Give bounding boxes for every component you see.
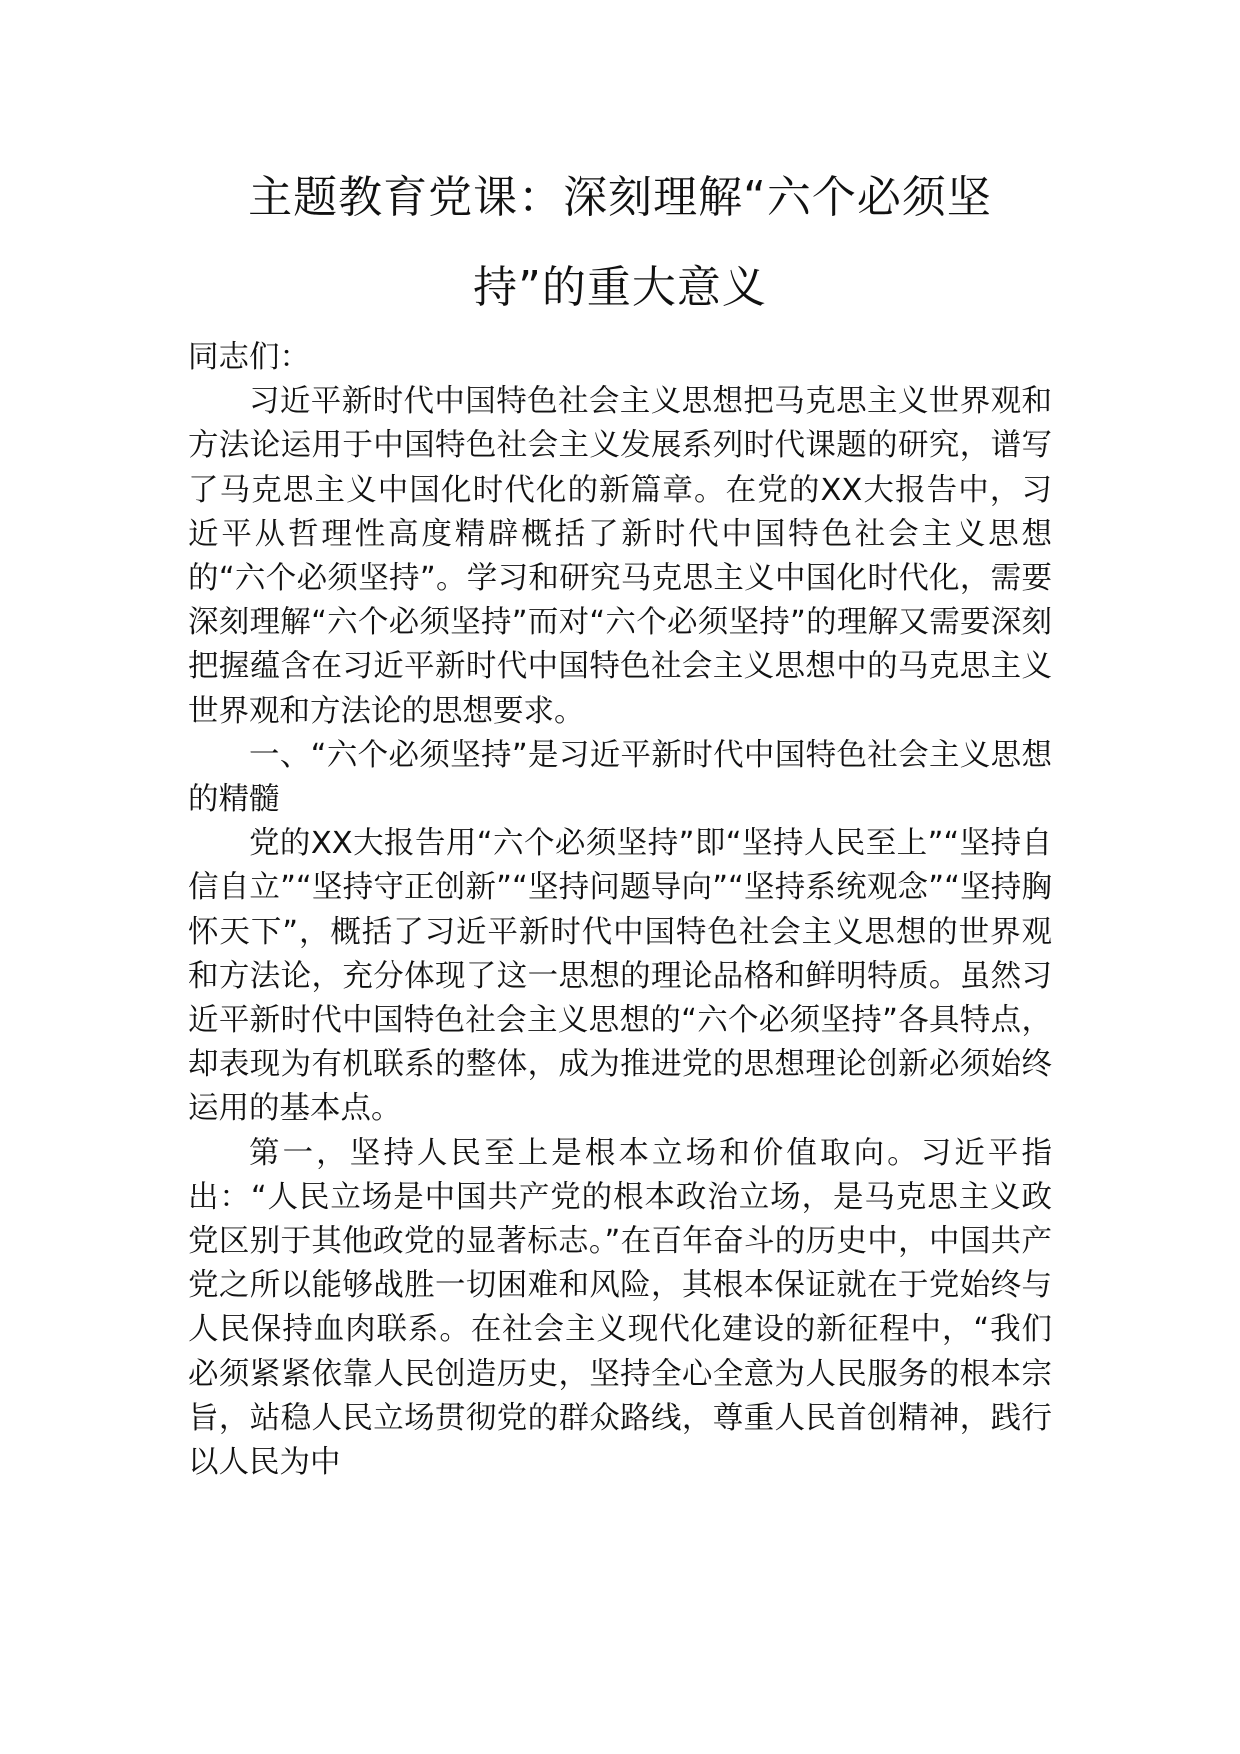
document-body — [188, 336, 1052, 1485]
paragraph-intro: 习近平新时代中国特色社会主义思想把马克思主义世界观和方法论运用于中国特色社会主义发展系列时代课题的研究，谱写了马克思主义中国化时代化的新篇章。在党的XX大报告中，习近平从哲理性高度精辟概括了新时代中国特色社会主义思想的“六个必须坚持”。学习和研究马克思主义中国化时代化，需要深刻理解“六个必须坚持”而对“六个必须坚持”的理解又需要深刻把握蕴含在习近平新时代中国特色社会主义思想中的马克思主义世界观和方法论的思想要求。 — [188, 384, 1052, 729]
document-title-line-2: 持”的重大意义 — [473, 262, 767, 313]
paragraph-first-point: 第一，坚持人民至上是根本立场和价值取向。习近平指出：“人民立场是中国共产党的根本政治立场，是马克思主义政党区别于其他政党的显著标志。”在百年奋斗的历史中，中国共产党之所以能够战胜一切困难和风险，其根本保证就在于党始终与人民保持血肉联系。在社会主义现代化建设的新征程中，“我们必须紧紧依靠人民创造历史，坚持全心全意为人民服务的根本宗旨，站稳人民立场贯彻党的群众路线，尊重人民首创精神，践行以人民为中 — [188, 1135, 1052, 1481]
salutation: 同志们： — [188, 340, 310, 375]
section-heading-1: 一、“六个必须坚持”是习近平新时代中国特色社会主义思想的精髓 — [188, 737, 1052, 818]
document-title-line-1: 主题教育党课：深刻理解“六个必须坚 — [248, 172, 992, 223]
paragraph-six-musts: 党的XX大报告用“六个必须坚持”即“坚持人民至上”“坚持自信自立”“坚持守正创新”“坚持问题导向”“坚持系统观念”“坚持胸怀天下”，概括了习近平新时代中国特色社会主义思想的世界观和方法论，充分体现了这一思想的理论品格和鲜明特质。虽然习近平新时代中国特色社会主义思想的“六个必须坚持”各具特点，却表现为有机联系的整体，成为推进党的思想理论创新必须始终运用的基本点。 — [188, 826, 1052, 1127]
